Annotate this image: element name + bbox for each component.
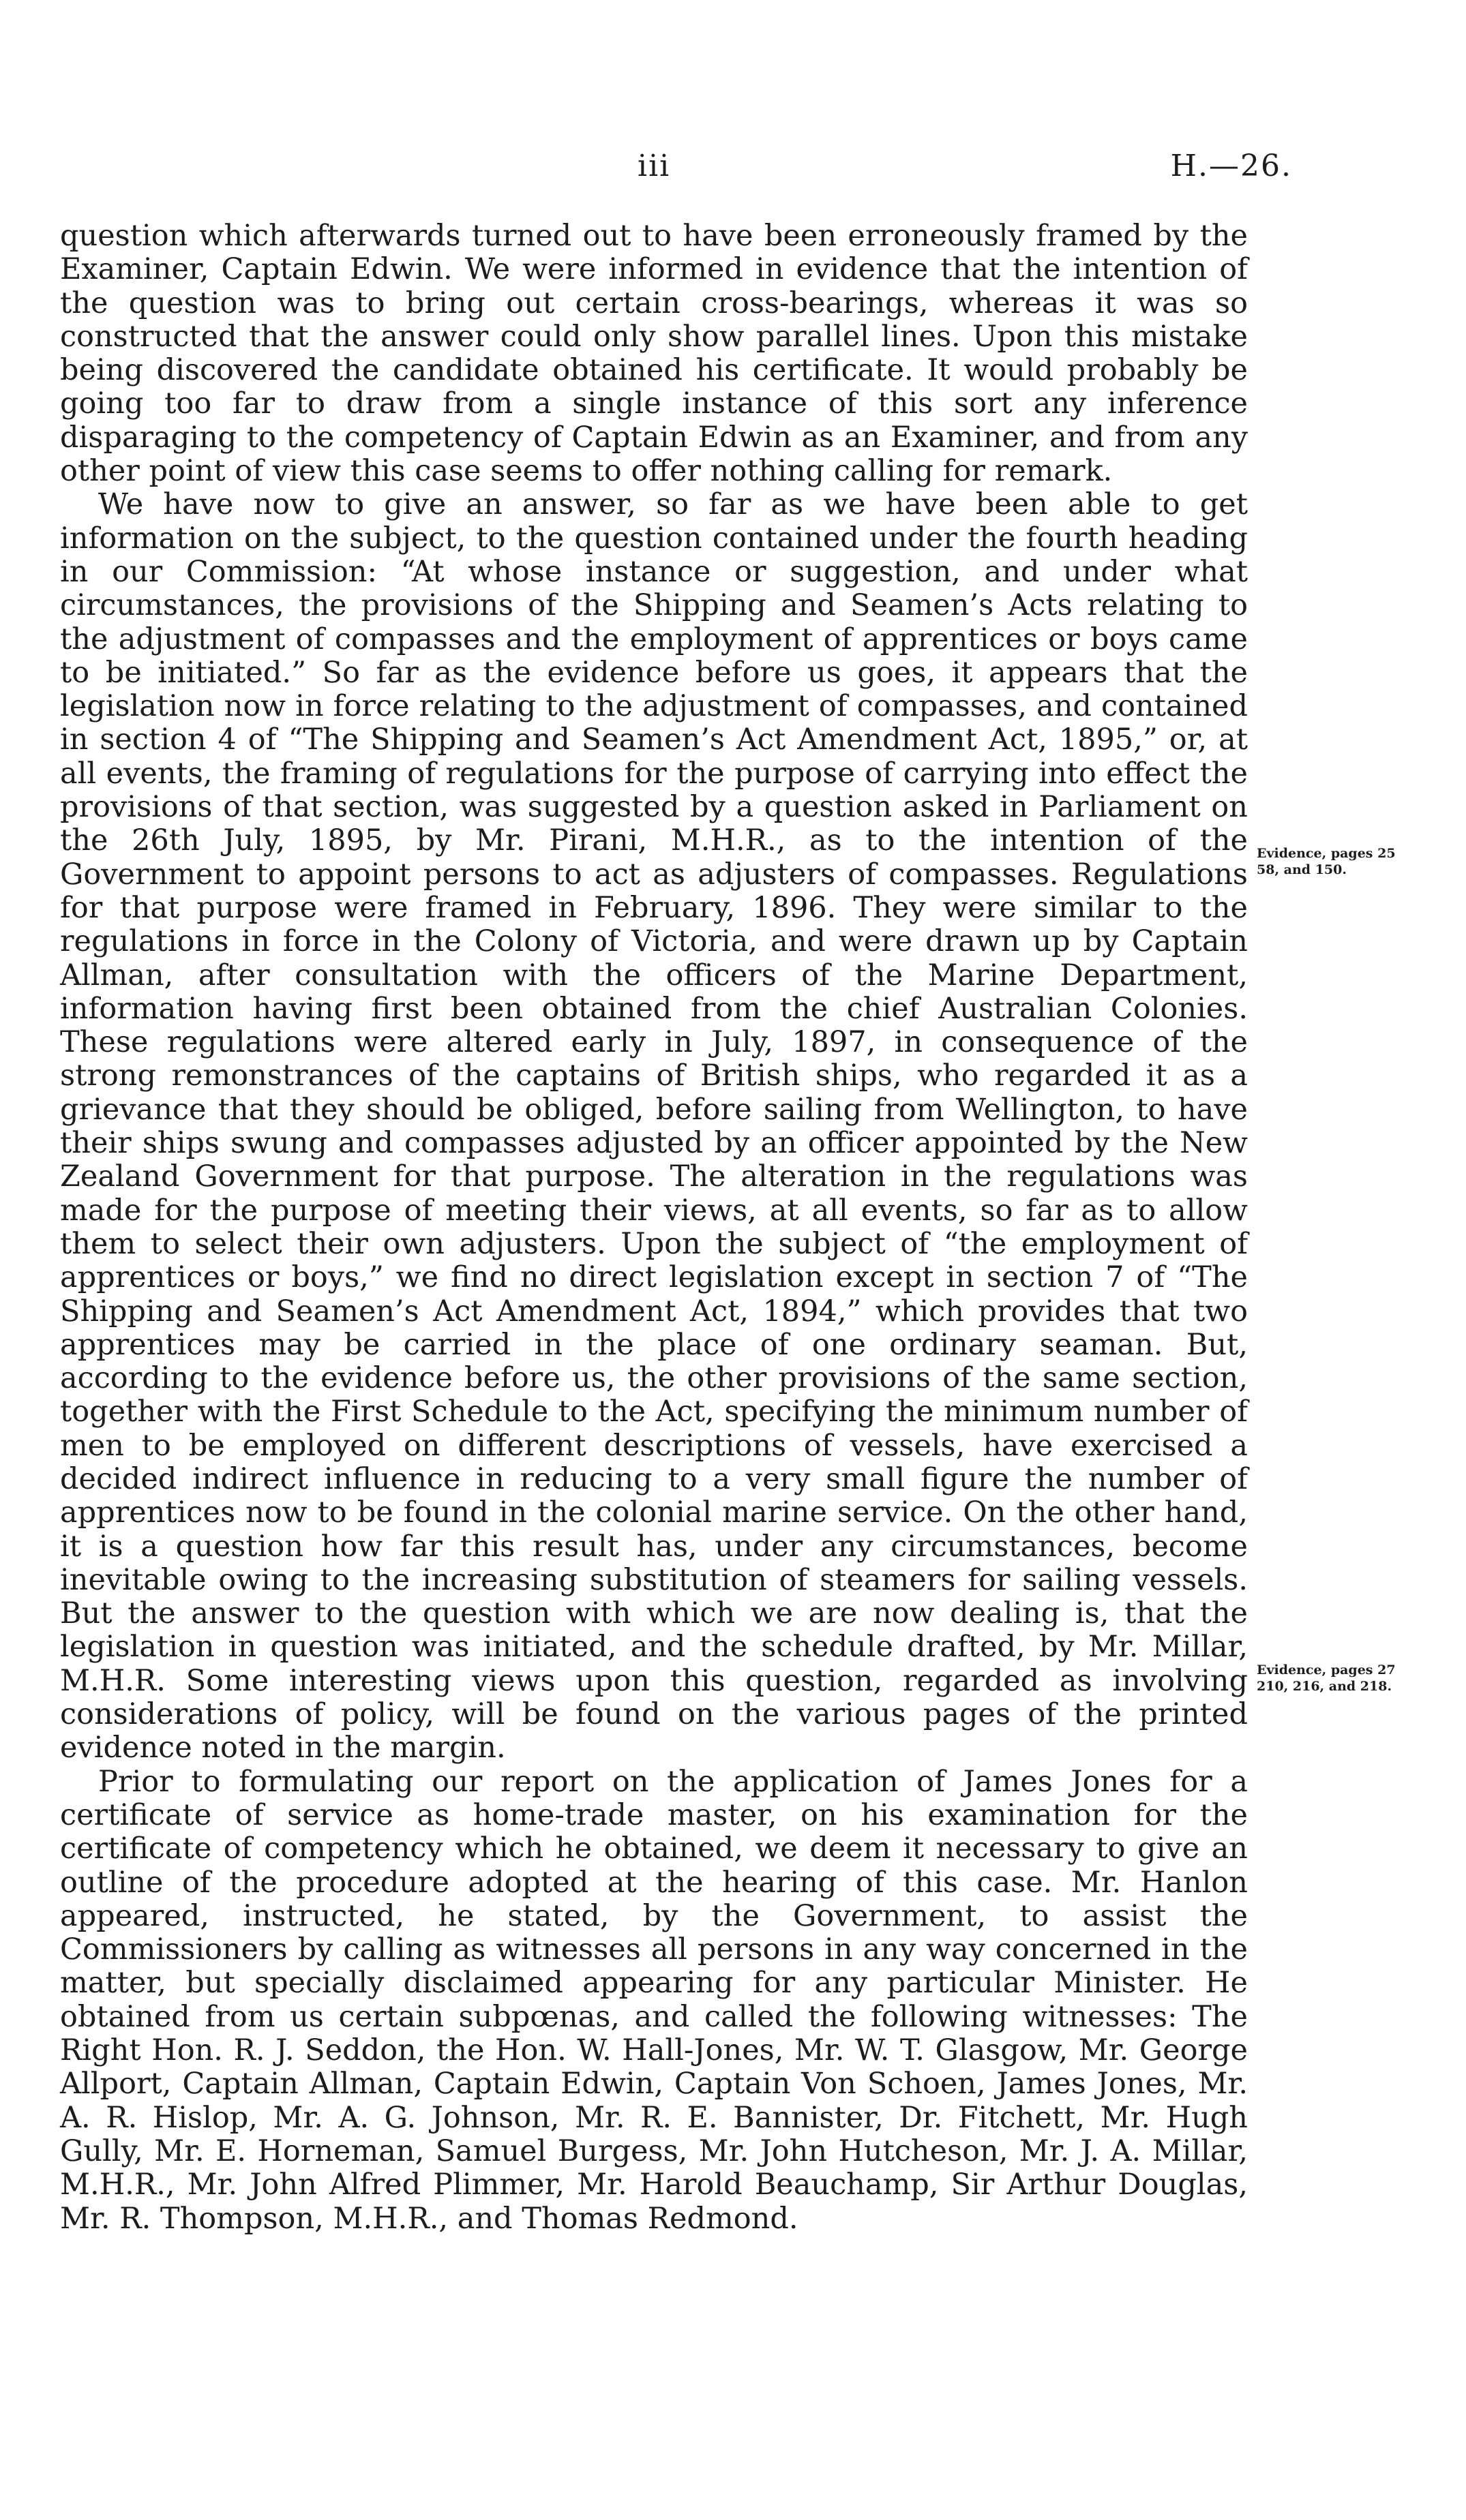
page-number: iii xyxy=(638,149,671,183)
body-text xyxy=(60,219,1248,2236)
paragraph-1: question which afterwards turned out to have been erroneously framed by the Examiner, Captain Edwin. We were informed in evidence that the intention of the question was to bring out certain cross-bearings, whereas it was so constructed that the answer could only show parallel lines. Upon this mistake being discovered the candidate obtained his certificate. It would probably be going too far to draw from a single instance of this sort any inference disparaging to the competency of Captain Edwin as an Examiner, and from any other point of view this case seems to offer nothing calling for remark. xyxy=(60,219,1248,489)
document-reference: H.—26. xyxy=(1170,149,1292,183)
margin-note-evidence-pages-27: Evidence, pages 27 210, 216, and 218. xyxy=(1257,1663,1396,1694)
paragraph-3: Prior to formulating our report on the application of James Jones for a certificate of service as home-trade master, on his examination for the certificate of competency which he obtained, we deem it necessary to give an outline of the procedure adopted at the hearing of this case. Mr. Hanlon appeared, instructed, he stated, by the Government, to assist the Commissioners by calling as witnesses all persons in any way concerned in the matter, but specially disclaimed appearing for any particular Minister. He obtained from us certain subpœnas, and called the following witnesses: The Right Hon. R. J. Seddon, the Hon. W. Hall-Jones, Mr. W. T. Glasgow, Mr. George Allport, Captain Allman, Captain Edwin, Captain Von Schoen, James Jones, Mr. A. R. Hislop, Mr. A. G. Johnson, Mr. R. E. Bannister, Dr. Fitchett, Mr. Hugh Gully, Mr. E. Horneman, Samuel Burgess, Mr. John Hutcheson, Mr. J. A. Millar, M.H.R., Mr. John Alfred Plimmer, Mr. Harold Beauchamp, Sir Arthur Douglas, Mr. R. Thompson, M.H.R., and Thomas Redmond. xyxy=(60,1764,1248,2236)
margin-note-evidence-pages-25: Evidence, pages 25 58, and 150. xyxy=(1257,846,1396,877)
paragraph-2: We have now to give an answer, so far as we have been able to get information on the subject, to the question contained under the fourth heading in our Commission: “At whose instance or suggestion, and under what circumstances, the provisions of the Shipping and Seamen’s Acts relating to the adjustment of compasses and the employment of apprentices or boys came to be initiated.” So far as the evidence before us goes, it appears that the legislation now in force relating to the adjustment of compasses, and contained in section 4 of “The Shipping and Seamen’s Act Amendment Act, 1895,” or, at all events, the framing of regulations for the purpose of carrying into effect the provisions of that section, was suggested by a question asked in Parliament on the 26th July, 1895, by Mr. Pirani, M.H.R., as to the intention of the Government to appoint persons to act as adjusters of compasses. Regulations for that purpose were framed in February, 1896. They were similar to the regulations in force in the Colony of Victoria, and were drawn up by Captain Allman, after consultation with the officers of the Marine Department, information having first been obtained from the chief Australian Colonies. These regulations were altered early in July, 1897, in consequence of the strong remonstrances of the captains of British ships, who regarded it as a grievance that they should be obliged, before sailing from Wellington, to have their ships swung and compasses adjusted by an officer appointed by the New Zealand Government for that purpose. The alteration in the regulations was made for the purpose of meeting their views, at all events, so far as to allow them to select their own adjusters. Upon the subject of “the employment of apprentices or boys,” we find no direct legislation except in section 7 of “The Shipping and Seamen’s Act Amendment Act, 1894,” which provides that two apprentices may be carried in the place of one ordinary seaman. But, according to the evidence before us, the other provisions of the same section, together with the First Schedule to the Act, specifying the minimum number of men to be employed on different descriptions of vessels, have exercised a decided indirect influence in reducing to a very small figure the number of apprentices now to be found in the colonial marine service. On the other hand, it is a question how far this result has, under any circumstances, become inevitable owing to the increasing substitution of steamers for sailing vessels. But the answer to the question with which we are now dealing is, that the legislation in question was initiated, and the schedule drafted, by Mr. Millar, M.H.R. Some interesting views upon this question, regarded as involving considerations of policy, will be found on the various pages of the printed evidence noted in the margin. xyxy=(60,487,1248,1765)
